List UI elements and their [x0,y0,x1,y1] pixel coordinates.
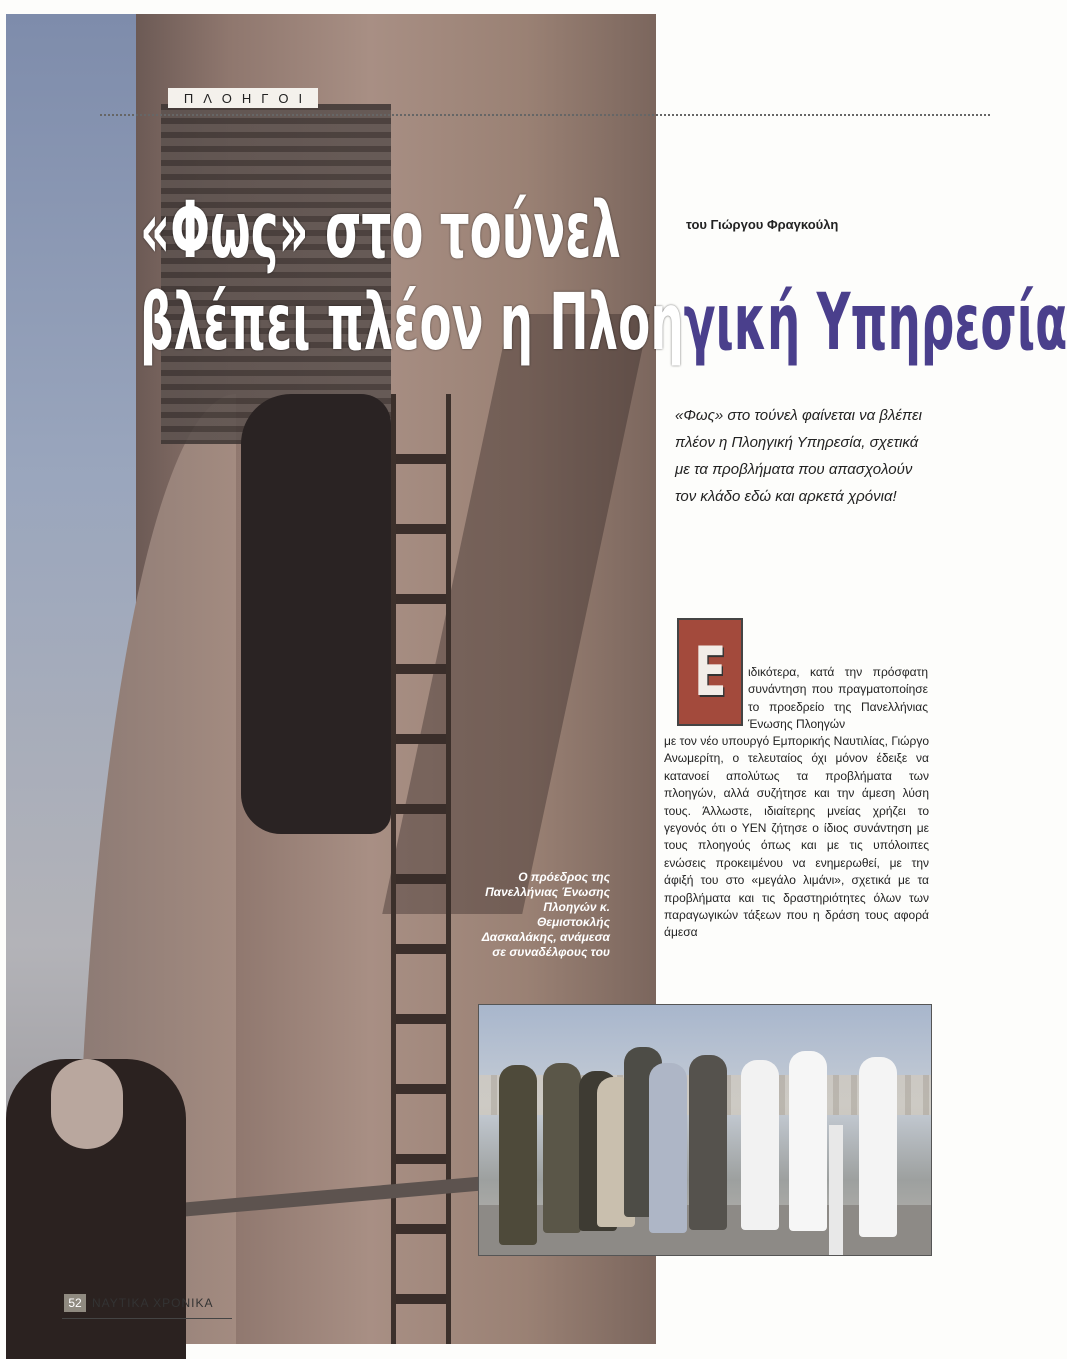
headline-line-2: βλέπει πλέον η Πλοηγική Υπηρεσία [140,278,1067,368]
footer-rule [62,1318,232,1319]
drop-cap: Ε [677,618,743,726]
headline [140,185,1067,369]
climbing-pilot-figure [241,394,391,834]
byline: του Γιώργου Φραγκούλη [686,217,839,232]
body-text-main: με τον νέο υπουργό Εμπορικής Ναυτιλίας, Γιώργο Ανωμερίτη, ο τελευταίος όχι μόνον έδειξε να κατανοεί απολύτως τα προβλήματα των πλοηγών, αλλά συζήτησε και την άμεση λύση τους. Άλλωστε, ιδιαίτερης μνείας χρήζει το γεγονός ότι ο ΥΕΝ ζήτησε ο ίδιος συνάντηση με τους πλοηγούς όπως και με τις υπόλοιπες ενώσεις προκειμένου να ενημερωθεί, με την άφιξή του στο «μεγάλο λιμάνι», σχετικά με τα προβλήματα και τις δραστηριότητες όλων των παραγωγικών τάξεων που η δράση τους αφορά άμεσα [664,734,929,940]
magazine-name: ΝΑΥΤΙΚΑ ΧΡΟΝΙΚΑ [92,1296,214,1310]
group-photo [478,1004,932,1256]
section-tag: ΠΛΟΗΓΟΙ [168,88,318,108]
photo-caption: Ο πρόεδρος της Πανελλήνιας Ένωσης Πλοηγών κ. Θεμιστοκλής Δασκαλάκης, ανάμεσα σε συναδέλφους του [481,870,610,959]
body-text-top: ιδικότερα, κατά την πρόσφατη συνάντηση που πραγματοποίησε το προεδρείο της Πανελλήνιας Ένωσης Πλοηγών [748,665,928,732]
page-number: 52 [64,1294,86,1312]
dotted-rule [100,114,990,116]
headline-line-1: «Φως» στο τούνελ [140,186,621,276]
lead-paragraph: «Φως» στο τούνελ φαίνεται να βλέπει πλέον η Πλοηγική Υπηρεσία, σχετικά με τα προβλήματα που απασχολούν τον κλάδο εδώ και αρκετά χρόνια! [675,407,922,505]
